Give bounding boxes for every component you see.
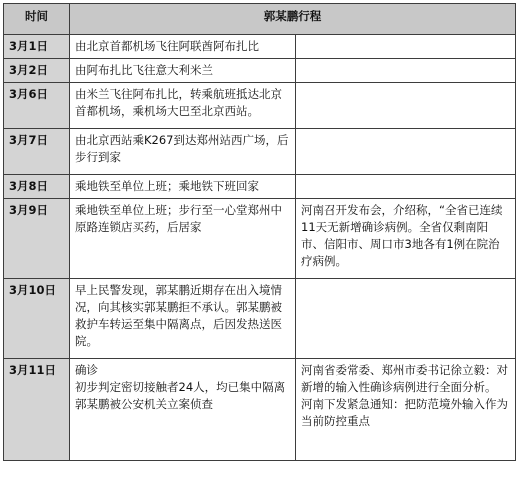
- row-date: 3月9日: [4, 199, 70, 279]
- row-activity: [70, 199, 296, 279]
- row-notes: [296, 129, 516, 175]
- table-row: [4, 59, 516, 83]
- row-activity: [70, 359, 296, 461]
- row-date: 3月7日: [4, 129, 70, 175]
- table-row: [4, 175, 516, 199]
- row-activity: [70, 129, 296, 175]
- row-activity: [70, 59, 296, 83]
- table-row: [4, 199, 516, 279]
- row-notes: [296, 199, 516, 279]
- activity-line: 乘地铁至单位上班；乘地铁下班回家: [75, 179, 259, 193]
- table-header-row: [4, 4, 516, 35]
- row-activity: [70, 35, 296, 59]
- activity-line: 郭某鹏被公安机关立案侦查: [75, 397, 213, 411]
- row-notes: [296, 83, 516, 129]
- row-date: 3月8日: [4, 175, 70, 199]
- activity-line: 初步判定密切接触者24人，均已集中隔离: [75, 380, 286, 394]
- notes-line: 河南召开发布会，介绍称，“全省已连续11天无新增确诊病例。全省仅剩南阳市、信阳市、周口市3地各有1例在院治疗病例。: [301, 203, 503, 268]
- activity-line: 确诊: [75, 363, 98, 377]
- activity-line: 由北京首都机场飞往阿联酋阿布扎比: [75, 39, 259, 53]
- activity-line: 早上民警发现，郭某鹏近期存在出入境情况，向其核实郭某鹏拒不承认。郭某鹏被救护车转运至集中隔离点，后因发热送医院。: [75, 283, 282, 348]
- activity-line: 由米兰飞往阿布扎比，转乘航班抵达北京首都机场，乘机场大巴至北京西站。: [75, 87, 282, 118]
- header-title: 郭某鹏行程: [70, 4, 516, 35]
- row-date: 3月2日: [4, 59, 70, 83]
- row-date: 3月10日: [4, 279, 70, 359]
- row-date: 3月1日: [4, 35, 70, 59]
- row-date: 3月6日: [4, 83, 70, 129]
- table-row: [4, 279, 516, 359]
- row-notes: [296, 175, 516, 199]
- row-notes: [296, 279, 516, 359]
- table-row: [4, 129, 516, 175]
- row-notes: [296, 59, 516, 83]
- row-notes: [296, 35, 516, 59]
- header-time: 时间: [4, 4, 70, 35]
- table-row: [4, 83, 516, 129]
- activity-line: 由阿布扎比飞往意大利米兰: [75, 63, 213, 77]
- table-row: [4, 359, 516, 461]
- row-activity: [70, 83, 296, 129]
- activity-line: 由北京西站乘K267到达郑州站西广场，后步行到家: [75, 133, 289, 164]
- notes-line: 河南下发紧急通知：把防范境外输入作为当前防控重点: [301, 397, 508, 428]
- activity-line: 乘地铁至单位上班；步行至一心堂郑州中原路连锁店买药，后居家: [75, 203, 282, 234]
- notes-line: 河南省委常委、郑州市委书记徐立毅：对新增的输入性确诊病例进行全面分析。: [301, 363, 508, 394]
- row-date: 3月11日: [4, 359, 70, 461]
- table-row: [4, 35, 516, 59]
- itinerary-table: [3, 3, 516, 461]
- row-activity: [70, 279, 296, 359]
- row-activity: [70, 175, 296, 199]
- table-body: [4, 35, 516, 461]
- row-notes: [296, 359, 516, 461]
